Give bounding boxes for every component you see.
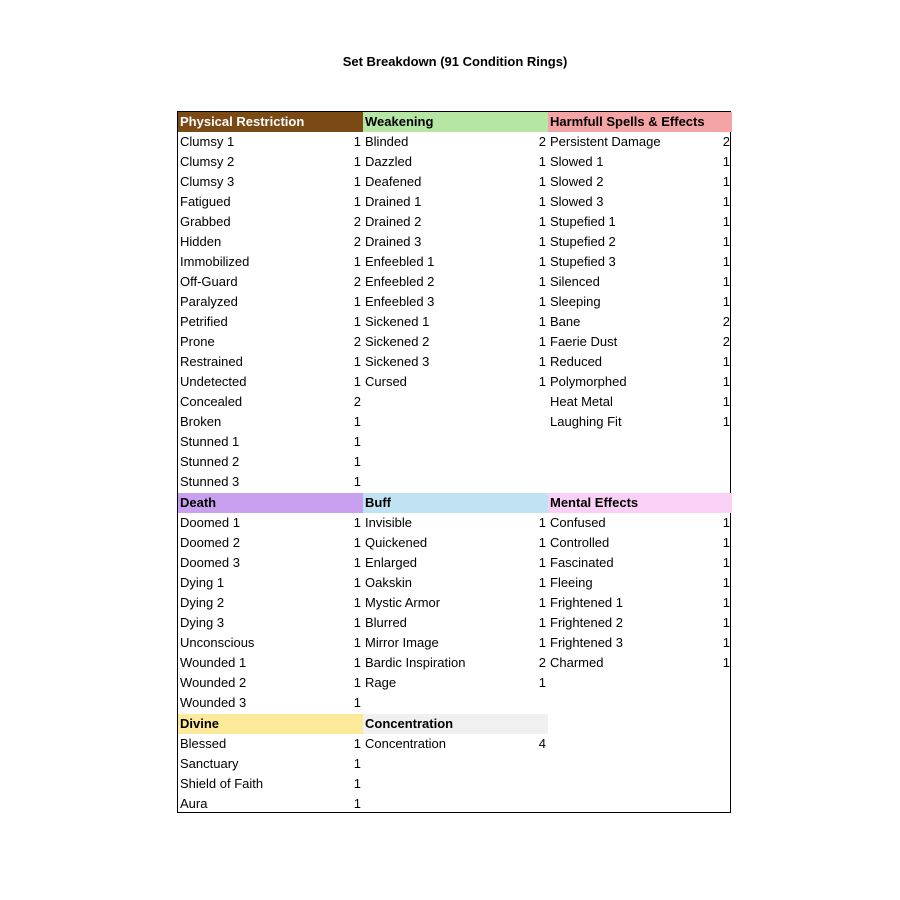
condition-name: Wounded 3 bbox=[180, 695, 247, 710]
sheet-title: Set Breakdown (91 Condition Rings) bbox=[342, 54, 568, 69]
table-row bbox=[363, 633, 548, 653]
table-row bbox=[178, 593, 363, 613]
condition-name: Paralyzed bbox=[180, 294, 238, 309]
condition-count: 1 bbox=[353, 675, 361, 690]
condition-name: Mystic Armor bbox=[365, 595, 441, 610]
table-row bbox=[178, 472, 363, 492]
table-row bbox=[548, 613, 732, 633]
condition-count: 1 bbox=[722, 414, 730, 429]
condition-name: Stunned 1 bbox=[180, 434, 240, 449]
table-row bbox=[178, 633, 363, 653]
condition-count: 1 bbox=[353, 595, 361, 610]
condition-name: Dying 1 bbox=[180, 575, 225, 590]
table-row bbox=[548, 132, 732, 152]
condition-name: Clumsy 1 bbox=[180, 134, 235, 149]
condition-name: Sanctuary bbox=[180, 756, 239, 771]
table-row bbox=[548, 412, 732, 432]
condition-count: 1 bbox=[538, 154, 546, 169]
condition-count: 1 bbox=[722, 214, 730, 229]
condition-count: 1 bbox=[538, 555, 546, 570]
condition-name: Deafened bbox=[365, 174, 422, 189]
table-row bbox=[178, 312, 363, 332]
condition-name: Dying 2 bbox=[180, 595, 225, 610]
table-row bbox=[548, 553, 732, 573]
condition-name: Stunned 3 bbox=[180, 474, 240, 489]
condition-count: 1 bbox=[538, 374, 546, 389]
section-header: Harmfull Spells & Effects bbox=[548, 112, 732, 132]
condition-name: Stunned 2 bbox=[180, 454, 240, 469]
condition-count: 2 bbox=[538, 134, 546, 149]
table-row bbox=[548, 272, 732, 292]
condition-count: 1 bbox=[722, 234, 730, 249]
condition-name: Rage bbox=[365, 675, 397, 690]
table-row bbox=[178, 392, 363, 412]
table-row bbox=[363, 734, 548, 754]
condition-count: 2 bbox=[353, 394, 361, 409]
section-weakening bbox=[363, 112, 548, 392]
table-row bbox=[178, 774, 363, 794]
table-row bbox=[178, 553, 363, 573]
condition-name: Hidden bbox=[180, 234, 222, 249]
condition-count: 2 bbox=[722, 134, 730, 149]
condition-name: Grabbed bbox=[180, 214, 231, 229]
table-row bbox=[548, 352, 732, 372]
condition-count: 1 bbox=[722, 374, 730, 389]
condition-name: Prone bbox=[180, 334, 215, 349]
section-header: Weakening bbox=[363, 112, 548, 132]
section-header: Buff bbox=[363, 493, 548, 513]
condition-count: 1 bbox=[722, 354, 730, 369]
table-row bbox=[178, 613, 363, 633]
table-row bbox=[548, 653, 732, 673]
condition-name: Reduced bbox=[550, 354, 603, 369]
table-row bbox=[178, 653, 363, 673]
condition-count: 1 bbox=[722, 655, 730, 670]
condition-name: Mirror Image bbox=[365, 635, 439, 650]
condition-count: 1 bbox=[722, 154, 730, 169]
condition-count: 1 bbox=[353, 515, 361, 530]
table-row bbox=[178, 352, 363, 372]
table-row bbox=[178, 754, 363, 774]
table-row bbox=[363, 232, 548, 252]
condition-count: 1 bbox=[353, 254, 361, 269]
condition-count: 1 bbox=[722, 515, 730, 530]
condition-name: Bardic Inspiration bbox=[365, 655, 466, 670]
condition-count: 1 bbox=[353, 555, 361, 570]
condition-name: Wounded 2 bbox=[180, 675, 247, 690]
table-row bbox=[548, 252, 732, 272]
table-row bbox=[548, 332, 732, 352]
condition-count: 1 bbox=[538, 354, 546, 369]
condition-count: 1 bbox=[353, 434, 361, 449]
condition-count: 1 bbox=[353, 695, 361, 710]
table-row bbox=[548, 192, 732, 212]
condition-count: 1 bbox=[538, 675, 546, 690]
table-row bbox=[178, 212, 363, 232]
condition-count: 1 bbox=[353, 374, 361, 389]
condition-name: Frightened 1 bbox=[550, 595, 623, 610]
condition-name: Dying 3 bbox=[180, 615, 225, 630]
condition-name: Blurred bbox=[365, 615, 407, 630]
condition-name: Fatigued bbox=[180, 194, 231, 209]
condition-name: Doomed 2 bbox=[180, 535, 240, 550]
table-row bbox=[178, 252, 363, 272]
condition-name: Stupefied 1 bbox=[550, 214, 616, 229]
condition-count: 1 bbox=[722, 575, 730, 590]
condition-name: Unconscious bbox=[180, 635, 255, 650]
condition-count: 1 bbox=[353, 796, 361, 811]
breakdown-table bbox=[177, 111, 731, 813]
table-row bbox=[363, 172, 548, 192]
condition-count: 1 bbox=[722, 535, 730, 550]
condition-name: Wounded 1 bbox=[180, 655, 247, 670]
table-row bbox=[548, 573, 732, 593]
condition-name: Off-Guard bbox=[180, 274, 238, 289]
condition-name: Concealed bbox=[180, 394, 243, 409]
section-header: Death bbox=[178, 493, 363, 513]
condition-count: 1 bbox=[538, 575, 546, 590]
condition-count: 2 bbox=[353, 234, 361, 249]
section-header: Concentration bbox=[363, 714, 548, 734]
condition-count: 2 bbox=[722, 334, 730, 349]
condition-name: Polymorphed bbox=[550, 374, 627, 389]
section-header: Physical Restriction bbox=[178, 112, 363, 132]
table-row bbox=[363, 152, 548, 172]
section-divine bbox=[178, 714, 363, 814]
condition-name: Undetected bbox=[180, 374, 247, 389]
condition-count: 1 bbox=[353, 575, 361, 590]
condition-name: Heat Metal bbox=[550, 394, 613, 409]
condition-name: Stupefied 3 bbox=[550, 254, 616, 269]
condition-count: 1 bbox=[538, 274, 546, 289]
table-row bbox=[363, 553, 548, 573]
condition-count: 1 bbox=[722, 174, 730, 189]
table-row bbox=[363, 593, 548, 613]
table-row bbox=[548, 232, 732, 252]
condition-name: Stupefied 2 bbox=[550, 234, 616, 249]
table-row bbox=[548, 212, 732, 232]
table-row bbox=[178, 232, 363, 252]
table-row bbox=[178, 513, 363, 533]
condition-count: 1 bbox=[353, 776, 361, 791]
section-header: Divine bbox=[178, 714, 363, 734]
table-row bbox=[363, 573, 548, 593]
condition-name: Drained 2 bbox=[365, 214, 422, 229]
table-row bbox=[178, 533, 363, 553]
condition-name: Drained 1 bbox=[365, 194, 422, 209]
condition-name: Doomed 3 bbox=[180, 555, 240, 570]
condition-name: Blessed bbox=[180, 736, 227, 751]
condition-count: 2 bbox=[353, 334, 361, 349]
condition-name: Frightened 2 bbox=[550, 615, 623, 630]
condition-name: Clumsy 3 bbox=[180, 174, 235, 189]
condition-count: 1 bbox=[353, 454, 361, 469]
condition-name: Sickened 2 bbox=[365, 334, 430, 349]
table-row bbox=[363, 673, 548, 693]
condition-count: 1 bbox=[538, 214, 546, 229]
condition-name: Enfeebled 1 bbox=[365, 254, 435, 269]
condition-count: 1 bbox=[538, 254, 546, 269]
table-row bbox=[178, 292, 363, 312]
table-row bbox=[548, 172, 732, 192]
table-row bbox=[548, 392, 732, 412]
table-row bbox=[363, 332, 548, 352]
condition-count: 1 bbox=[722, 294, 730, 309]
condition-name: Doomed 1 bbox=[180, 515, 240, 530]
table-row bbox=[363, 533, 548, 553]
condition-name: Fascinated bbox=[550, 555, 614, 570]
condition-name: Invisible bbox=[365, 515, 412, 530]
section-mental-effects bbox=[548, 493, 732, 673]
table-row bbox=[178, 132, 363, 152]
condition-count: 1 bbox=[538, 234, 546, 249]
condition-count: 1 bbox=[722, 615, 730, 630]
condition-count: 1 bbox=[722, 274, 730, 289]
table-row bbox=[178, 372, 363, 392]
condition-count: 2 bbox=[722, 314, 730, 329]
condition-name: Charmed bbox=[550, 655, 604, 670]
table-row bbox=[178, 432, 363, 452]
condition-name: Shield of Faith bbox=[180, 776, 264, 791]
condition-count: 1 bbox=[722, 555, 730, 570]
section-physical-restriction bbox=[178, 112, 363, 492]
table-row bbox=[178, 272, 363, 292]
condition-name: Dazzled bbox=[365, 154, 412, 169]
condition-count: 1 bbox=[722, 194, 730, 209]
table-row bbox=[363, 252, 548, 272]
condition-count: 1 bbox=[353, 474, 361, 489]
table-row bbox=[178, 573, 363, 593]
condition-count: 1 bbox=[353, 756, 361, 771]
condition-name: Concentration bbox=[365, 736, 446, 751]
table-row bbox=[363, 292, 548, 312]
table-row bbox=[178, 673, 363, 693]
condition-count: 1 bbox=[353, 635, 361, 650]
condition-name: Bane bbox=[550, 314, 581, 329]
section-death bbox=[178, 493, 363, 713]
condition-name: Clumsy 2 bbox=[180, 154, 235, 169]
condition-count: 1 bbox=[353, 354, 361, 369]
table-row bbox=[363, 192, 548, 212]
condition-name: Enfeebled 3 bbox=[365, 294, 435, 309]
condition-count: 1 bbox=[538, 194, 546, 209]
condition-name: Petrified bbox=[180, 314, 228, 329]
condition-name: Enlarged bbox=[365, 555, 418, 570]
table-row bbox=[363, 352, 548, 372]
condition-count: 1 bbox=[353, 174, 361, 189]
table-row bbox=[178, 452, 363, 472]
table-row bbox=[548, 152, 732, 172]
condition-count: 1 bbox=[353, 194, 361, 209]
table-row bbox=[363, 132, 548, 152]
condition-name: Silenced bbox=[550, 274, 600, 289]
condition-name: Sickened 1 bbox=[365, 314, 430, 329]
table-row bbox=[363, 613, 548, 633]
condition-count: 2 bbox=[538, 655, 546, 670]
condition-name: Faerie Dust bbox=[550, 334, 618, 349]
condition-count: 1 bbox=[353, 414, 361, 429]
condition-count: 1 bbox=[353, 655, 361, 670]
table-row bbox=[548, 513, 732, 533]
condition-name: Enfeebled 2 bbox=[365, 274, 435, 289]
condition-count: 1 bbox=[722, 595, 730, 610]
condition-count: 1 bbox=[538, 595, 546, 610]
condition-name: Cursed bbox=[365, 374, 407, 389]
condition-name: Restrained bbox=[180, 354, 243, 369]
section-concentration bbox=[363, 714, 548, 754]
condition-count: 1 bbox=[353, 154, 361, 169]
condition-name: Slowed 3 bbox=[550, 194, 604, 209]
condition-count: 1 bbox=[538, 615, 546, 630]
condition-count: 1 bbox=[353, 294, 361, 309]
table-row bbox=[363, 272, 548, 292]
table-row bbox=[363, 653, 548, 673]
table-row bbox=[548, 312, 732, 332]
table-row bbox=[363, 212, 548, 232]
condition-count: 1 bbox=[722, 254, 730, 269]
condition-count: 1 bbox=[353, 535, 361, 550]
condition-count: 1 bbox=[538, 314, 546, 329]
table-row bbox=[178, 332, 363, 352]
table-row bbox=[178, 192, 363, 212]
condition-count: 1 bbox=[353, 134, 361, 149]
condition-count: 1 bbox=[538, 174, 546, 189]
condition-count: 1 bbox=[538, 635, 546, 650]
table-row bbox=[178, 734, 363, 754]
table-row bbox=[363, 312, 548, 332]
table-row bbox=[178, 693, 363, 713]
condition-count: 2 bbox=[353, 214, 361, 229]
condition-name: Drained 3 bbox=[365, 234, 422, 249]
condition-name: Broken bbox=[180, 414, 222, 429]
table-row bbox=[178, 794, 363, 814]
table-row bbox=[548, 292, 732, 312]
condition-name: Persistent Damage bbox=[550, 134, 661, 149]
table-row bbox=[178, 152, 363, 172]
condition-name: Frightened 3 bbox=[550, 635, 623, 650]
table-row bbox=[363, 513, 548, 533]
condition-name: Fleeing bbox=[550, 575, 593, 590]
condition-count: 1 bbox=[722, 635, 730, 650]
condition-name: Immobilized bbox=[180, 254, 250, 269]
condition-name: Slowed 2 bbox=[550, 174, 604, 189]
table-row bbox=[548, 372, 732, 392]
condition-name: Controlled bbox=[550, 535, 610, 550]
condition-count: 1 bbox=[353, 615, 361, 630]
table-row bbox=[548, 533, 732, 553]
table-row bbox=[363, 372, 548, 392]
condition-name: Sickened 3 bbox=[365, 354, 430, 369]
condition-count: 1 bbox=[538, 515, 546, 530]
condition-count: 1 bbox=[353, 314, 361, 329]
condition-count: 1 bbox=[538, 334, 546, 349]
condition-name: Blinded bbox=[365, 134, 409, 149]
condition-count: 1 bbox=[538, 294, 546, 309]
table-row bbox=[548, 593, 732, 613]
table-row bbox=[178, 172, 363, 192]
condition-name: Sleeping bbox=[550, 294, 601, 309]
condition-name: Confused bbox=[550, 515, 606, 530]
section-header: Mental Effects bbox=[548, 493, 732, 513]
condition-count: 2 bbox=[353, 274, 361, 289]
condition-name: Quickened bbox=[365, 535, 428, 550]
condition-count: 1 bbox=[538, 535, 546, 550]
condition-name: Laughing Fit bbox=[550, 414, 622, 429]
condition-name: Oakskin bbox=[365, 575, 412, 590]
section-harmfull-spells-effects bbox=[548, 112, 732, 432]
condition-name: Slowed 1 bbox=[550, 154, 604, 169]
condition-count: 1 bbox=[722, 394, 730, 409]
condition-count: 4 bbox=[538, 736, 546, 751]
table-row bbox=[178, 412, 363, 432]
condition-count: 1 bbox=[353, 736, 361, 751]
table-row bbox=[548, 633, 732, 653]
condition-name: Aura bbox=[180, 796, 208, 811]
section-buff bbox=[363, 493, 548, 693]
